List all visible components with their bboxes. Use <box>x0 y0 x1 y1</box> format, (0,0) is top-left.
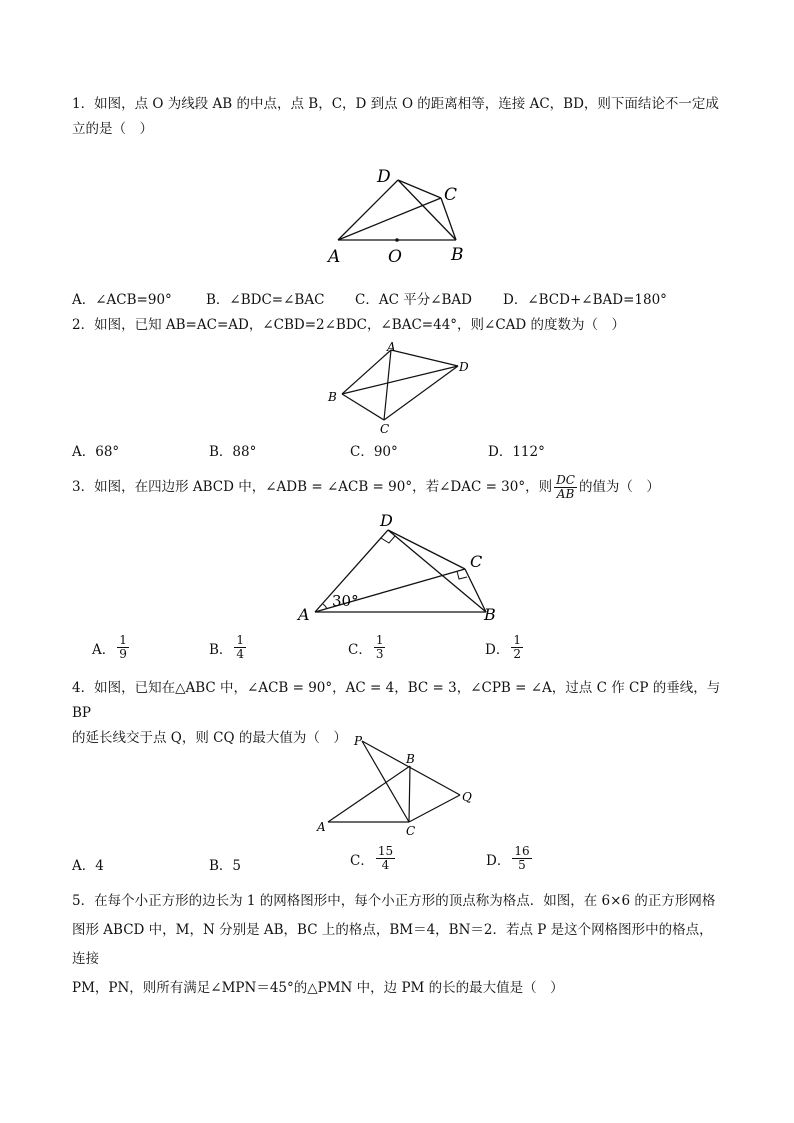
question-3-text-after: 的值为（ ） <box>578 479 660 495</box>
q2-option-c[interactable]: C．90° <box>350 444 398 460</box>
q3-option-a[interactable]: A． $\frac{1}{9}$ <box>92 633 127 661</box>
question-4-line-1: 4．如图，已知在△ABC 中，∠ACB = 90°，AC = 4，BC = 3，∠CPB = ∠A，过点 C 作 CP 的垂线，与 BP <box>72 680 721 721</box>
q4-option-d[interactable]: D． $\frac{16}{5}$ <box>486 844 530 872</box>
question-1 <box>72 92 722 142</box>
q3-option-b[interactable]: B． $\frac{1}{4}$ <box>209 633 245 661</box>
q2-option-d[interactable]: D．112° <box>488 444 545 460</box>
q2-label-d: D <box>459 360 469 374</box>
question-3-text-before: 3．如图，在四边形 ABCD 中，∠ADB = ∠ACB = 90°，若∠DAC = 30°，则 <box>72 479 553 495</box>
q1-option-a[interactable]: A．∠ACB=90° <box>72 292 172 308</box>
q3-label-d: D <box>380 511 393 530</box>
question-5-line-3: PM，PN，则所有满足∠MPN＝45°的△PMN 中，边 PM 的长的最大值是（ ） <box>72 980 564 996</box>
q4-option-c[interactable]: C． $\frac{15}{4}$ <box>350 844 394 872</box>
question-2-text: 2．如图，已知 AB=AC=AD，∠CBD=2∠BDC，∠BAC=44°，则∠CAD 的度数为（ ） <box>72 317 626 333</box>
q2-label-b: B <box>328 390 337 404</box>
q4-option-a[interactable]: A．4 <box>72 858 104 874</box>
q4-label-c: C <box>406 824 416 838</box>
question-3-fraction <box>554 474 577 501</box>
question-2-figure <box>320 340 480 436</box>
question-3-figure <box>290 508 510 628</box>
q1-label-d: D <box>377 167 391 187</box>
q2-option-b[interactable]: B．88° <box>209 444 257 460</box>
q4-label-b: B <box>406 752 415 766</box>
question-1-line-2: 立的是（ ） <box>72 121 153 137</box>
question-5-line-2: 图形 ABCD 中，M，N 分别是 AB，BC 上的格点，BM＝4，BN＝2．若点 P 是这个网格图形中的格点，连接 <box>72 922 713 967</box>
q3-label-c: C <box>470 552 483 571</box>
q2-label-a: A <box>387 340 396 354</box>
q1-label-c: C <box>444 185 458 205</box>
question-4-figure <box>312 728 482 840</box>
q1-option-d[interactable]: D．∠BCD+∠BAD=180° <box>503 292 667 308</box>
q2-option-a[interactable]: A．68° <box>72 444 120 460</box>
question-4-options <box>72 845 722 881</box>
q2-label-c: C <box>380 422 390 436</box>
q3-fraction-numerator: DC <box>556 473 575 487</box>
question-1-line-1: 1．如图，点 O 为线段 AB 的中点，点 B，C，D 到点 O 的距离相等，连接 AC，BD，则下面结论不一定成 <box>72 96 719 112</box>
q4-option-b[interactable]: B．5 <box>209 858 242 874</box>
question-1-figure <box>320 160 480 270</box>
question-1-options <box>72 288 722 312</box>
q4-label-q: Q <box>462 790 472 804</box>
q3-option-c[interactable]: C． $\frac{1}{3}$ <box>348 633 384 661</box>
q3-label-b: B <box>484 605 496 624</box>
q3-label-a: A <box>298 605 310 624</box>
question-5-line-1: 5．在每个小正方形的边长为 1 的网格图形中，每个小正方形的顶点称为格点．如图，在 6×6 的正方形网格 <box>72 893 716 909</box>
q1-label-a: A <box>328 247 341 267</box>
question-3 <box>72 474 722 501</box>
q1-label-o: O <box>388 247 402 267</box>
q3-option-d[interactable]: D． $\frac{1}{2}$ <box>485 633 521 661</box>
question-4-line-2: 的延长线交于点 Q，则 CQ 的最大值为（ ） <box>72 730 347 746</box>
q1-option-b[interactable]: B．∠BDC=∠BAC <box>206 292 325 308</box>
q1-option-c[interactable]: C．AC 平分∠BAD <box>355 292 473 308</box>
question-2 <box>72 313 722 338</box>
question-2-options <box>72 440 722 464</box>
q4-label-p: P <box>354 734 363 748</box>
q3-fraction-denominator: AB <box>556 487 575 501</box>
q1-label-b: B <box>451 245 464 265</box>
q3-angle-label: 30° <box>332 592 359 610</box>
question-5 <box>72 887 722 1003</box>
question-3-options <box>92 634 742 670</box>
q4-label-a: A <box>317 820 326 834</box>
